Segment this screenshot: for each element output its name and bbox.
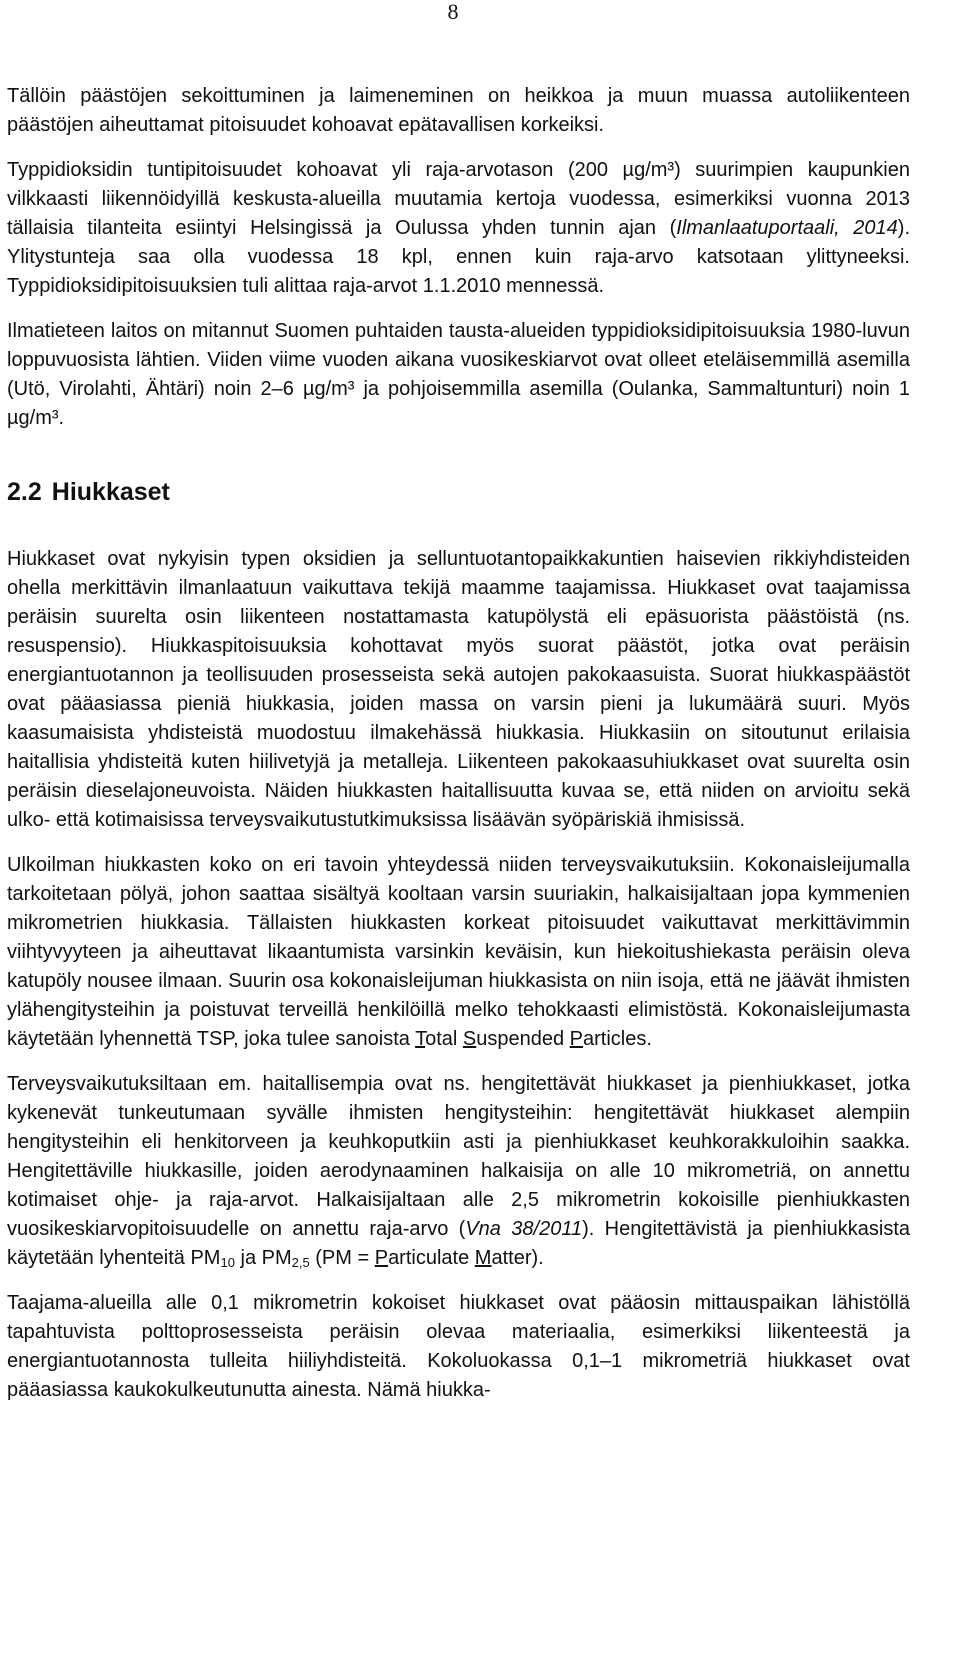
section-title: Hiukkaset xyxy=(51,478,170,506)
paragraph xyxy=(7,1289,910,1405)
paragraph xyxy=(7,1070,910,1273)
text-run: Hiukkaset ovat nykyisin typen oksidien ja selluntuotantopaikkakuntien haisevien rikkiyhdisteiden ohella merkittävin ilmanlaatuun vaikuttava tekijä maamme taajamissa. Hiukkaset ovat taajamissa peräisin suurelta osin liikenteen nostattamasta katupölystä eli epäsuorista päästöistä (ns. resuspensio). Hiukkaspitoisuuksia kohottavat myös suorat päästöt, jotka ovat peräisin energiantuotannon ja teollisuuden prosesseista sekä autojen pakokaasuista. Suorat hiukkaspäästöt ovat pääasiassa pieniä hiukkasia, joiden massa on varsin pieni ja lukumäärä suuri. Myös kaasumaisista yhdisteistä muodostuu ilmakehässä hiukkasia. Hiukkasiin on sitoutunut erilaisia haitallisia yhdisteitä kuten hiilivetyjä ja metalleja. Liikenteen pakokaasuhiukkaset ovat suurelta osin peräisin dieselajoneuvoista. Näiden hiukkasten haitallisuutta kuvaa se, että niiden on arvioitu sekä ulko- että kotimaisissa terveysvaikutustutkimuksissa lisäävän syöpäriskiä ihmisissä. xyxy=(7,548,910,831)
text-run: Ulkoilman hiukkasten koko on eri tavoin yhteydessä niiden terveysvaikutuksiin. Kokonaisleijumalla tarkoitetaan pölyä, johon saattaa sisältyä kooltaan varsin suuriakin, halkaisijaltaan jopa kymmenien mikrometrien hiukkasia. Tällaisten hiukkasten korkeat pitoisuudet vaikuttavat merkittävimmin viihtyvyyteen ja aiheuttavat likaantumista varsinkin keväisin, kun hiekoitushiekasta peräisin oleva katupöly nousee ilmaan. Suurin osa kokonaisleijuman hiukkasista on niin isoja, että ne jäävät ihmisten ylähengitysteihin ja poistuvat terveillä henkilöillä melko tehokkaasti elimistöstä. Kokonaisleijumasta käytetään lyhennettä TSP, joka tulee sanoista xyxy=(7,854,910,1050)
text-run: 10 xyxy=(220,1255,235,1270)
paragraph xyxy=(7,82,910,140)
document-body xyxy=(7,82,910,1421)
text-run: articles. xyxy=(583,1028,652,1050)
text-run: 2,5 xyxy=(291,1255,310,1270)
paragraph xyxy=(7,156,910,301)
text-run: Taajama-alueilla alle 0,1 mikrometrin kokoiset hiukkaset ovat pääosin mittauspaikan lähistöllä tapahtuvista polttoprosesseista peräisin olevaa materiaalia, esimerkiksi liikenteestä ja energiantuotannosta tulleita hiiliyhdisteitä. Kokoluokassa 0,1–1 mikrometriä hiukkaset ovat pääasiassa kaukokulkeutunutta ainesta. Nämä hiukka- xyxy=(7,1292,910,1401)
page-number: 8 xyxy=(447,0,459,24)
text-run: articulate xyxy=(388,1247,475,1269)
paragraph xyxy=(7,317,910,433)
text-run: ). Hengitettävistä ja pienhiukkasista käytetään lyhenteitä PM xyxy=(7,1218,911,1269)
text-run: (PM = xyxy=(309,1247,375,1269)
text-run: ). Ylitystunteja saa olla vuodessa 18 kpl, ennen kuin raja-arvo katsotaan ylittyneeksi. Typpidioksidipitoisuuksien tuli alittaa raja-arvot 1.1.2010 mennessä. xyxy=(7,217,910,297)
text-run: ja PM xyxy=(234,1247,292,1269)
text-run: S xyxy=(462,1028,477,1050)
paragraph xyxy=(7,545,910,835)
text-run: atter). xyxy=(491,1247,544,1269)
text-run: M xyxy=(474,1247,492,1269)
text-run: uspended xyxy=(476,1028,570,1050)
text-run: P xyxy=(569,1028,583,1050)
paragraph xyxy=(7,851,910,1054)
text-run: T xyxy=(415,1028,426,1050)
text-run: otal xyxy=(425,1028,463,1050)
text-run: P xyxy=(374,1247,389,1269)
text-run: Tällöin päästöjen sekoittuminen ja laimeneminen on heikkoa ja muun muassa autoliikenteen päästöjen aiheuttamat pitoisuudet kohoavat epätavallisen korkeiksi. xyxy=(7,85,910,136)
text-run: Ilmatieteen laitos on mitannut Suomen puhtaiden tausta-alueiden typpidioksidipitoisuuksia 1980-luvun loppuvuosista lähtien. Viiden viime vuoden aikana vuosikeskiarvot ovat olleet eteläisemmillä asemilla (Utö, Virolahti, Ähtäri) noin 2–6 µg/m³ ja pohjoisemmilla asemilla (Oulanka, Sammaltunturi) noin 1 µg/m³. xyxy=(7,320,910,429)
text-run: Vna 38/2011 xyxy=(465,1218,583,1240)
text-run: Ilmanlaatuportaali, 2014 xyxy=(676,217,898,239)
text-run: Terveysvaikutuksiltaan em. haitallisempia ovat ns. hengitettävät hiukkaset ja pienhiukkaset, jotka kykenevät tunkeutumaan syvälle ihmisten hengitysteihin: hengitettävät hiukkaset alempiin hengitysteihin eli henkitorveen ja keuhkoputkiin asti ja pienhiukkaset keuhkorakkuloihin saakka. Hengitettäville hiukkasille, joiden aerodynaaminen halkaisija on alle 10 mikrometriä, on annettu kotimaiset ohje- ja raja-arvot. Halkaisijaltaan alle 2,5 mikrometrin kokoisille pienhiukkasten vuosikeskiarvopitoisuudelle on annettu raja-arvo ( xyxy=(7,1073,910,1240)
text-run: Typpidioksidin tuntipitoisuudet kohoavat yli raja-arvotason (200 µg/m³) suurimpien kaupunkien vilkkaasti liikennöidyillä keskusta-alueilla muutamia kertoja vuodessa, esimerkiksi vuonna 2013 tällaisia tilanteita esiintyi Helsingissä ja Oulussa yhden tunnin ajan ( xyxy=(7,159,910,239)
section-number: 2.2 xyxy=(7,478,42,506)
section-heading xyxy=(7,477,910,507)
